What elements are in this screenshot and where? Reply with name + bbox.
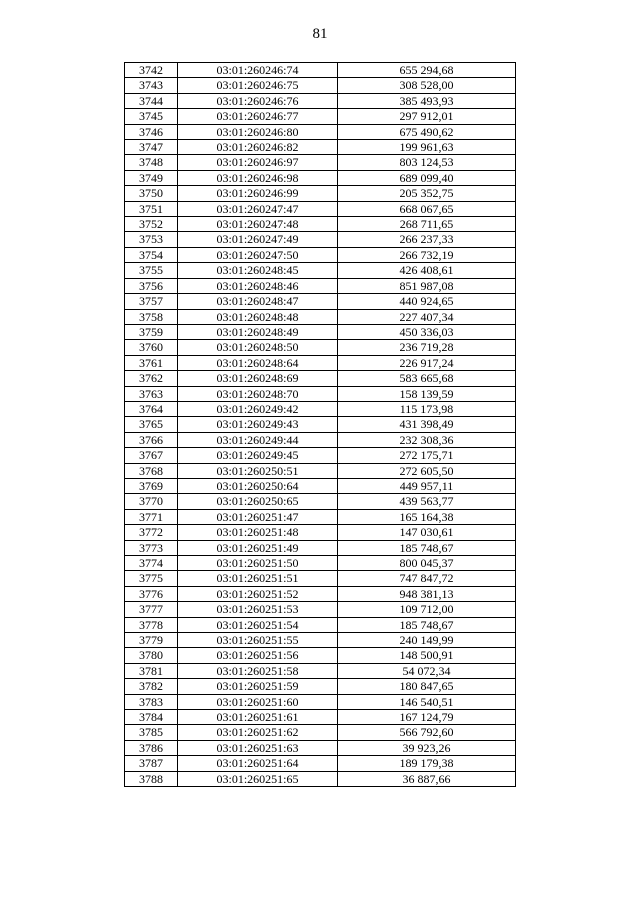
value-cell: 439 563,77	[338, 494, 516, 509]
value-cell: 189 179,38	[338, 756, 516, 771]
table-row	[125, 340, 516, 355]
table-row	[125, 186, 516, 201]
cadastral-number-cell: 03:01:260248:47	[178, 294, 338, 309]
value-cell: 167 124,79	[338, 710, 516, 725]
table-row	[125, 78, 516, 93]
table-row	[125, 478, 516, 493]
cadastral-number-cell: 03:01:260251:62	[178, 725, 338, 740]
row-number-cell: 3758	[125, 309, 178, 324]
row-number-cell: 3774	[125, 556, 178, 571]
value-cell: 39 923,26	[338, 740, 516, 755]
table-row	[125, 124, 516, 139]
page-number: 81	[312, 26, 328, 42]
cadastral-number-cell: 03:01:260251:50	[178, 556, 338, 571]
cadastral-number-cell: 03:01:260251:60	[178, 694, 338, 709]
parcel-table	[124, 62, 516, 787]
table-row	[125, 63, 516, 78]
row-number-cell: 3785	[125, 725, 178, 740]
cadastral-number-cell: 03:01:260251:47	[178, 509, 338, 524]
value-cell: 205 352,75	[338, 186, 516, 201]
table-row	[125, 355, 516, 370]
table-row	[125, 140, 516, 155]
cadastral-number-cell: 03:01:260251:51	[178, 571, 338, 586]
value-cell: 297 912,01	[338, 109, 516, 124]
row-number-cell: 3777	[125, 602, 178, 617]
row-number-cell: 3746	[125, 124, 178, 139]
cadastral-number-cell: 03:01:260249:45	[178, 448, 338, 463]
value-cell: 185 748,67	[338, 540, 516, 555]
row-number-cell: 3760	[125, 340, 178, 355]
value-cell: 800 045,37	[338, 556, 516, 571]
value-cell: 566 792,60	[338, 725, 516, 740]
table-row	[125, 710, 516, 725]
table-row	[125, 663, 516, 678]
cadastral-number-cell: 03:01:260246:77	[178, 109, 338, 124]
table-row	[125, 155, 516, 170]
row-number-cell: 3770	[125, 494, 178, 509]
cadastral-number-cell: 03:01:260250:64	[178, 478, 338, 493]
value-cell: 232 308,36	[338, 432, 516, 447]
row-number-cell: 3778	[125, 617, 178, 632]
value-cell: 147 030,61	[338, 525, 516, 540]
row-number-cell: 3788	[125, 771, 178, 786]
value-cell: 675 490,62	[338, 124, 516, 139]
cadastral-number-cell: 03:01:260251:52	[178, 586, 338, 601]
row-number-cell: 3782	[125, 679, 178, 694]
table-row	[125, 586, 516, 601]
table-row	[125, 232, 516, 247]
cadastral-number-cell: 03:01:260246:99	[178, 186, 338, 201]
cadastral-number-cell: 03:01:260248:46	[178, 278, 338, 293]
cadastral-number-cell: 03:01:260247:47	[178, 201, 338, 216]
row-number-cell: 3743	[125, 78, 178, 93]
value-cell: 268 711,65	[338, 217, 516, 232]
row-number-cell: 3767	[125, 448, 178, 463]
cadastral-number-cell: 03:01:260251:63	[178, 740, 338, 755]
cadastral-number-cell: 03:01:260248:69	[178, 371, 338, 386]
value-cell: 185 748,67	[338, 617, 516, 632]
value-cell: 450 336,03	[338, 324, 516, 339]
table-row	[125, 540, 516, 555]
value-cell: 747 847,72	[338, 571, 516, 586]
row-number-cell: 3749	[125, 170, 178, 185]
table-row	[125, 448, 516, 463]
value-cell: 109 712,00	[338, 602, 516, 617]
row-number-cell: 3787	[125, 756, 178, 771]
value-cell: 583 665,68	[338, 371, 516, 386]
row-number-cell: 3747	[125, 140, 178, 155]
value-cell: 655 294,68	[338, 63, 516, 78]
cadastral-number-cell: 03:01:260250:51	[178, 463, 338, 478]
cadastral-number-cell: 03:01:260247:50	[178, 247, 338, 262]
cadastral-number-cell: 03:01:260248:48	[178, 309, 338, 324]
row-number-cell: 3780	[125, 648, 178, 663]
row-number-cell: 3776	[125, 586, 178, 601]
row-number-cell: 3745	[125, 109, 178, 124]
cadastral-number-cell: 03:01:260251:64	[178, 756, 338, 771]
cadastral-number-cell: 03:01:260246:80	[178, 124, 338, 139]
row-number-cell: 3755	[125, 263, 178, 278]
table-row	[125, 324, 516, 339]
table-row	[125, 602, 516, 617]
row-number-cell: 3786	[125, 740, 178, 755]
table-row	[125, 371, 516, 386]
cadastral-number-cell: 03:01:260246:97	[178, 155, 338, 170]
cadastral-number-cell: 03:01:260251:54	[178, 617, 338, 632]
table-row	[125, 417, 516, 432]
cadastral-number-cell: 03:01:260251:59	[178, 679, 338, 694]
cadastral-number-cell: 03:01:260250:65	[178, 494, 338, 509]
value-cell: 308 528,00	[338, 78, 516, 93]
value-cell: 948 381,13	[338, 586, 516, 601]
value-cell: 240 149,99	[338, 633, 516, 648]
value-cell: 689 099,40	[338, 170, 516, 185]
row-number-cell: 3750	[125, 186, 178, 201]
table-row	[125, 494, 516, 509]
value-cell: 199 961,63	[338, 140, 516, 155]
value-cell: 115 173,98	[338, 401, 516, 416]
table-row	[125, 571, 516, 586]
value-cell: 803 124,53	[338, 155, 516, 170]
value-cell: 236 719,28	[338, 340, 516, 355]
table-row	[125, 694, 516, 709]
table-row	[125, 401, 516, 416]
cadastral-number-cell: 03:01:260251:49	[178, 540, 338, 555]
table-row	[125, 679, 516, 694]
value-cell: 851 987,08	[338, 278, 516, 293]
row-number-cell: 3748	[125, 155, 178, 170]
value-cell: 227 407,34	[338, 309, 516, 324]
table-row	[125, 217, 516, 232]
value-cell: 440 924,65	[338, 294, 516, 309]
cadastral-number-cell: 03:01:260249:42	[178, 401, 338, 416]
table-row	[125, 247, 516, 262]
value-cell: 226 917,24	[338, 355, 516, 370]
table-body	[125, 63, 516, 787]
row-number-cell: 3759	[125, 324, 178, 339]
row-number-cell: 3769	[125, 478, 178, 493]
cadastral-number-cell: 03:01:260246:82	[178, 140, 338, 155]
table-row	[125, 771, 516, 786]
value-cell: 165 164,38	[338, 509, 516, 524]
table-row	[125, 309, 516, 324]
cadastral-number-cell: 03:01:260251:53	[178, 602, 338, 617]
row-number-cell: 3754	[125, 247, 178, 262]
value-cell: 54 072,34	[338, 663, 516, 678]
row-number-cell: 3765	[125, 417, 178, 432]
value-cell: 668 067,65	[338, 201, 516, 216]
row-number-cell: 3757	[125, 294, 178, 309]
value-cell: 36 887,66	[338, 771, 516, 786]
table-row	[125, 463, 516, 478]
row-number-cell: 3752	[125, 217, 178, 232]
row-number-cell: 3784	[125, 710, 178, 725]
value-cell: 272 605,50	[338, 463, 516, 478]
value-cell: 266 237,33	[338, 232, 516, 247]
row-number-cell: 3751	[125, 201, 178, 216]
table-row	[125, 725, 516, 740]
value-cell: 385 493,93	[338, 93, 516, 108]
cadastral-number-cell: 03:01:260248:70	[178, 386, 338, 401]
table-row	[125, 509, 516, 524]
cadastral-number-cell: 03:01:260248:49	[178, 324, 338, 339]
value-cell: 158 139,59	[338, 386, 516, 401]
table-row	[125, 525, 516, 540]
value-cell: 266 732,19	[338, 247, 516, 262]
row-number-cell: 3771	[125, 509, 178, 524]
cadastral-number-cell: 03:01:260247:48	[178, 217, 338, 232]
value-cell: 180 847,65	[338, 679, 516, 694]
row-number-cell: 3764	[125, 401, 178, 416]
cadastral-number-cell: 03:01:260247:49	[178, 232, 338, 247]
value-cell: 426 408,61	[338, 263, 516, 278]
row-number-cell: 3779	[125, 633, 178, 648]
row-number-cell: 3761	[125, 355, 178, 370]
table-row	[125, 170, 516, 185]
table-row	[125, 432, 516, 447]
table-row	[125, 633, 516, 648]
table-row	[125, 109, 516, 124]
row-number-cell: 3766	[125, 432, 178, 447]
cadastral-number-cell: 03:01:260249:44	[178, 432, 338, 447]
cadastral-number-cell: 03:01:260251:48	[178, 525, 338, 540]
cadastral-number-cell: 03:01:260246:74	[178, 63, 338, 78]
cadastral-number-cell: 03:01:260251:56	[178, 648, 338, 663]
row-number-cell: 3768	[125, 463, 178, 478]
row-number-cell: 3742	[125, 63, 178, 78]
value-cell: 431 398,49	[338, 417, 516, 432]
value-cell: 146 540,51	[338, 694, 516, 709]
cadastral-number-cell: 03:01:260249:43	[178, 417, 338, 432]
table-row	[125, 294, 516, 309]
cadastral-number-cell: 03:01:260251:58	[178, 663, 338, 678]
table-row	[125, 556, 516, 571]
cadastral-number-cell: 03:01:260251:61	[178, 710, 338, 725]
value-cell: 449 957,11	[338, 478, 516, 493]
table-row	[125, 93, 516, 108]
cadastral-number-cell: 03:01:260251:65	[178, 771, 338, 786]
row-number-cell: 3775	[125, 571, 178, 586]
table-row	[125, 740, 516, 755]
table-row	[125, 756, 516, 771]
row-number-cell: 3763	[125, 386, 178, 401]
table-row	[125, 278, 516, 293]
row-number-cell: 3772	[125, 525, 178, 540]
value-cell: 272 175,71	[338, 448, 516, 463]
table-row	[125, 386, 516, 401]
row-number-cell: 3762	[125, 371, 178, 386]
row-number-cell: 3753	[125, 232, 178, 247]
cadastral-number-cell: 03:01:260246:75	[178, 78, 338, 93]
cadastral-number-cell: 03:01:260248:45	[178, 263, 338, 278]
row-number-cell: 3756	[125, 278, 178, 293]
row-number-cell: 3781	[125, 663, 178, 678]
cadastral-number-cell: 03:01:260246:98	[178, 170, 338, 185]
cadastral-number-cell: 03:01:260248:64	[178, 355, 338, 370]
table-row	[125, 648, 516, 663]
cadastral-number-cell: 03:01:260248:50	[178, 340, 338, 355]
table-row	[125, 617, 516, 632]
cadastral-number-cell: 03:01:260251:55	[178, 633, 338, 648]
row-number-cell: 3783	[125, 694, 178, 709]
table-row	[125, 263, 516, 278]
value-cell: 148 500,91	[338, 648, 516, 663]
row-number-cell: 3744	[125, 93, 178, 108]
cadastral-number-cell: 03:01:260246:76	[178, 93, 338, 108]
row-number-cell: 3773	[125, 540, 178, 555]
table-row	[125, 201, 516, 216]
